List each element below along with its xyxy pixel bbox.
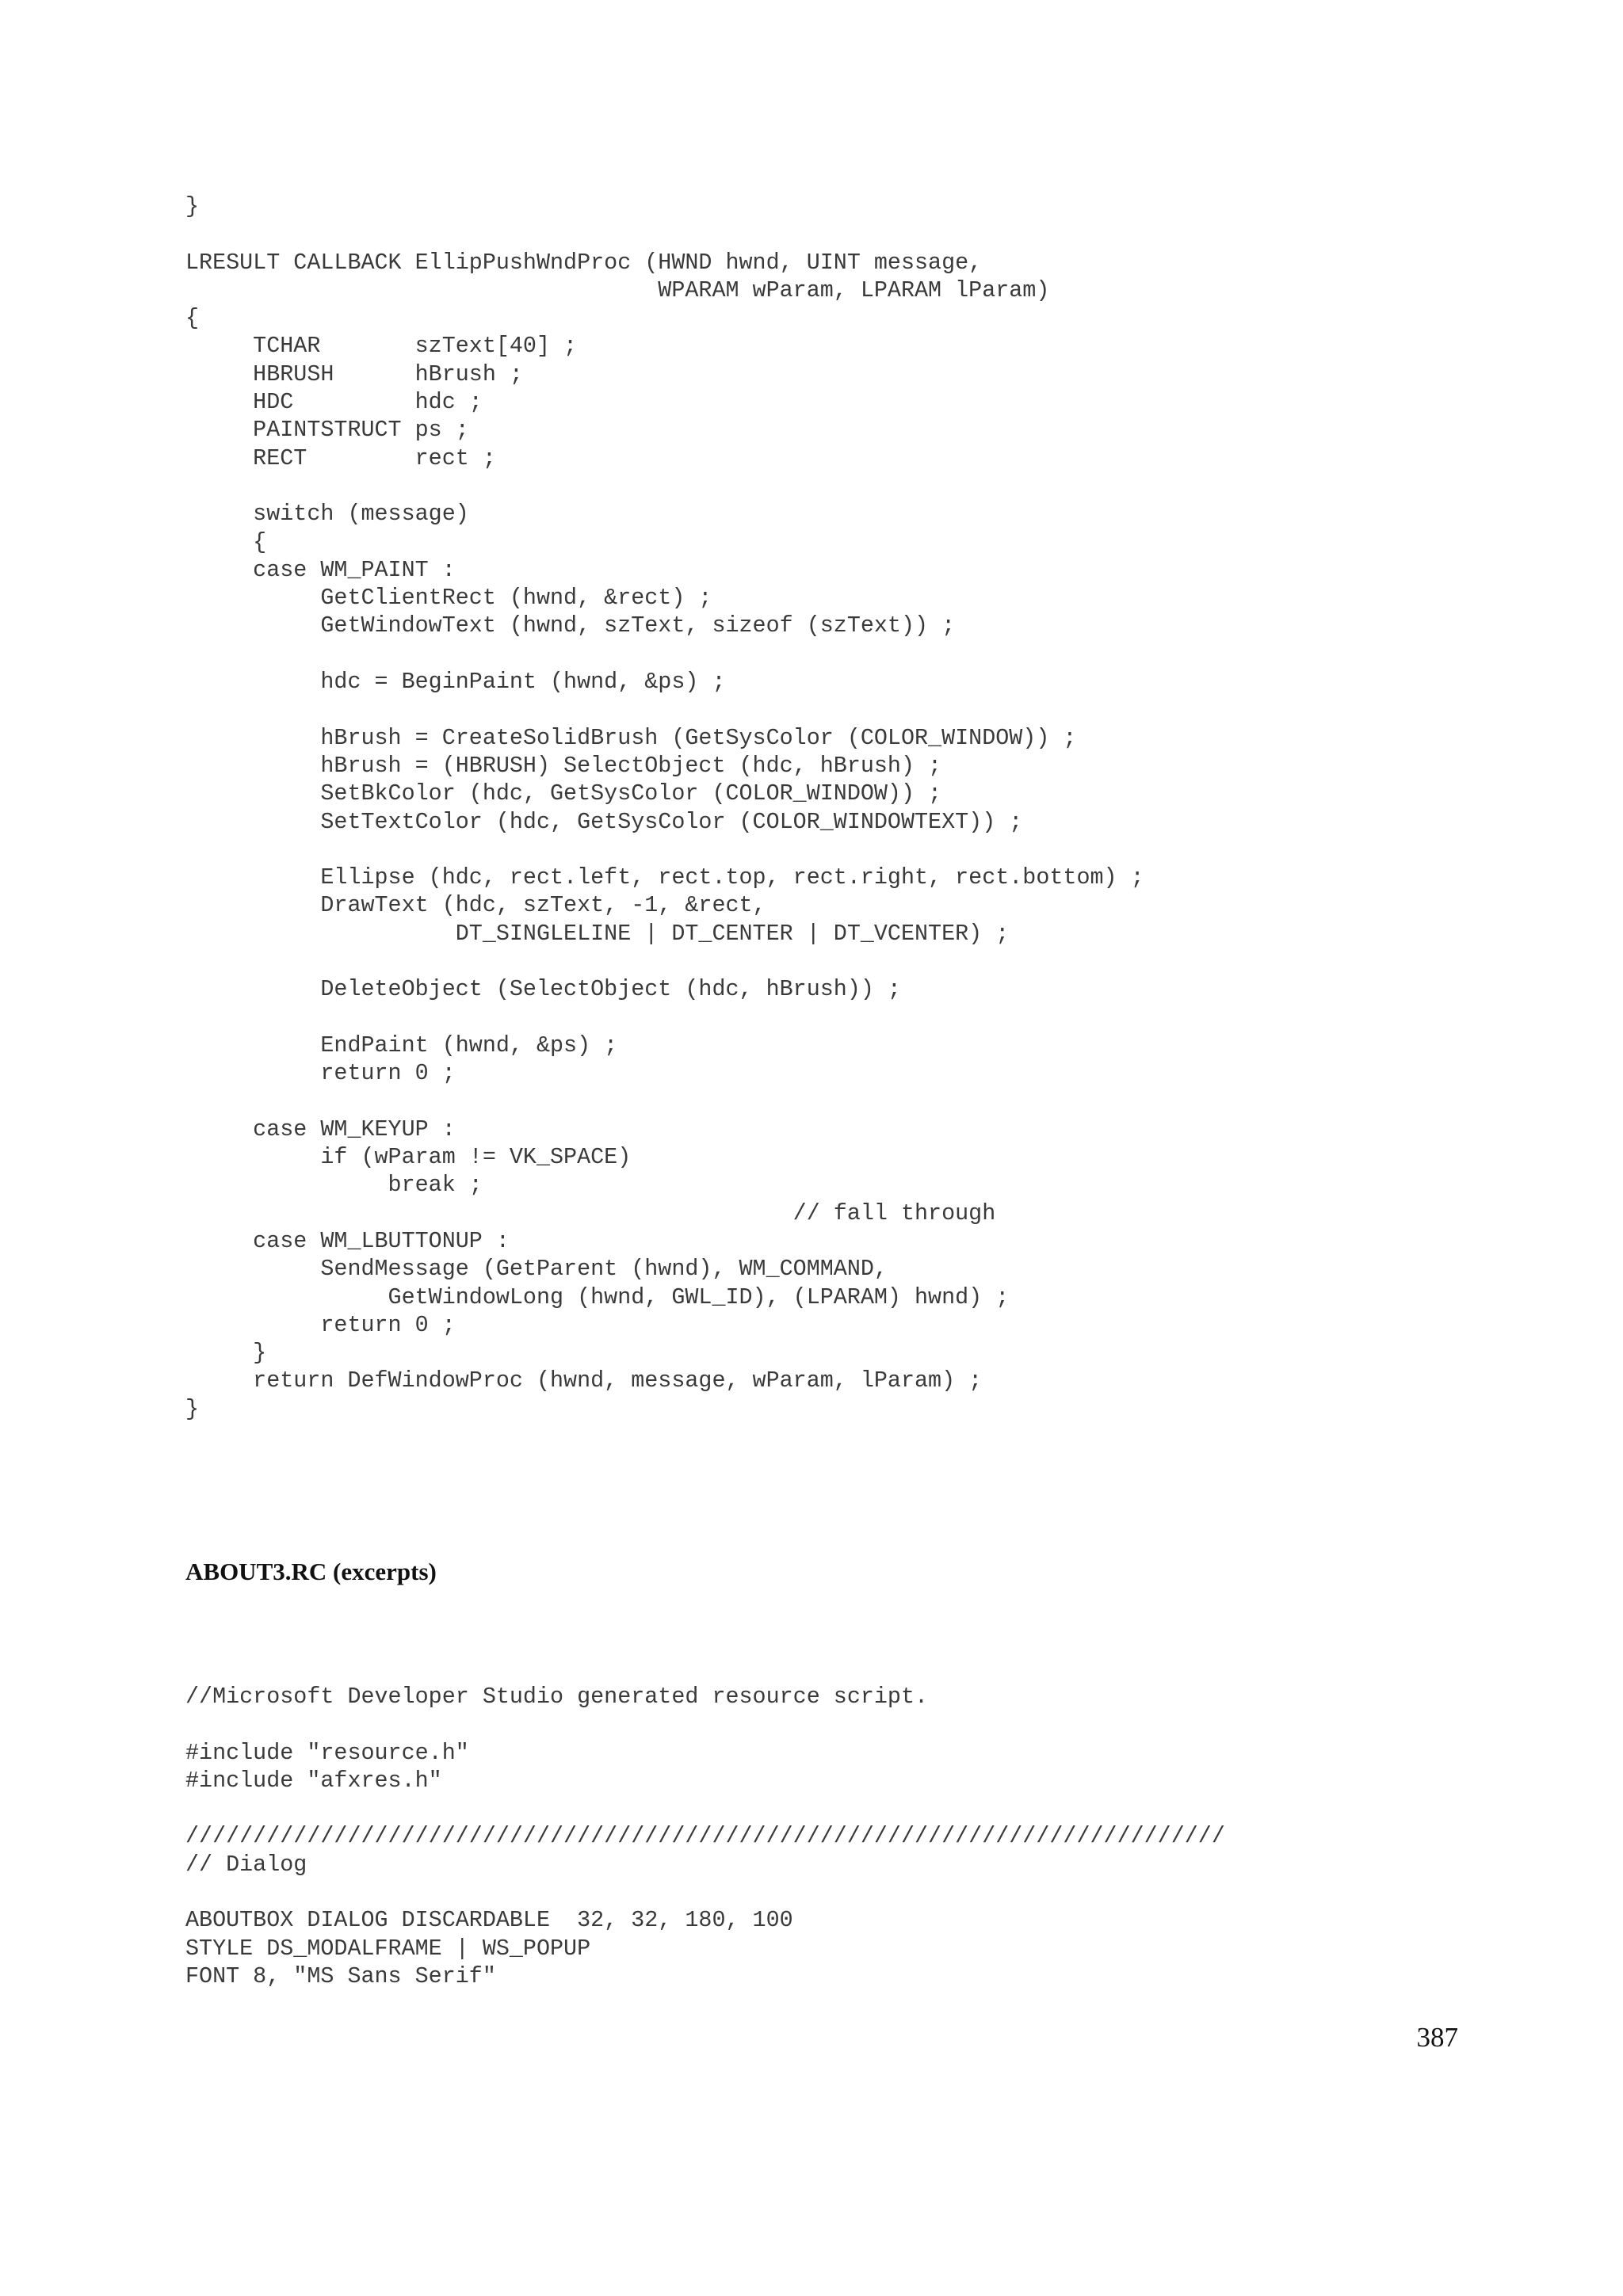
page-number: 387	[1416, 2022, 1458, 2053]
code-listing-resource-script: //Microsoft Developer Studio generated resource script. #include "resource.h" #include "afxres.h" ///////////////////////////////////////////////////////////////////////////// // Dialog ABOUTBOX DIALOG DISCARDABLE 32, 32, 180, 100 STYLE DS_MODALFRAME | WS_POPUP FONT 8, "MS Sans Serif"	[185, 1684, 1225, 1989]
code-listing-window-procedure: } LRESULT CALLBACK EllipPushWndProc (HWND hwnd, UINT message, WPARAM wParam, LPARAM lParam) { TCHAR szText[40] ; HBRUSH hBrush ; HDC hdc ; PAINTSTRUCT ps ; RECT rect ; switch (message) { case WM_PAINT : GetClientRect (hwnd, &rect) ; GetWindowText (hwnd, szText, sizeof (szText)) ; hdc = BeginPaint (hwnd, &ps) ; hBrush = CreateSolidBrush (GetSysColor (COLOR_WINDOW)) ; hBrush = (HBRUSH) SelectObject (hdc, hBrush) ; SetBkColor (hdc, GetSysColor (COLOR_WINDOW)) ; SetTextColor (hdc, GetSysColor (COLOR_WINDOWTEXT)) ; Ellipse (hdc, rect.left, rect.top, rect.right, rect.bottom) ; DrawText (hdc, szText, -1, &rect, DT_SINGLELINE | DT_CENTER | DT_VCENTER) ; DeleteObject (SelectObject (hdc, hBrush)) ; EndPaint (hwnd, &ps) ; return 0 ; case WM_KEYUP : if (wParam != VK_SPACE) break ; // fall through case WM_LBUTTONUP : SendMessage (GetParent (hwnd), WM_COMMAND, GetWindowLong (hwnd, GWL_ID), (LPARAM) hwnd) ; return 0 ; } return DefWindowProc (hwnd, message, wParam, lParam) ; }	[185, 193, 1144, 1422]
section-heading: ABOUT3.RC (excerpts)	[185, 1558, 437, 1585]
